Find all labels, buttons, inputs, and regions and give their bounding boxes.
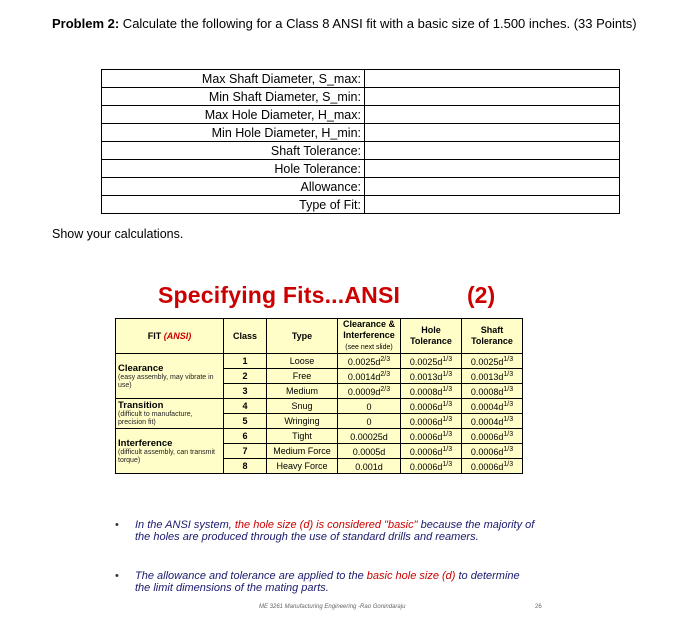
- bullet-dot: •: [115, 570, 119, 582]
- answer-label: Max Shaft Diameter, S_max:: [102, 70, 365, 88]
- answer-value-cell[interactable]: [365, 124, 620, 142]
- answer-value-cell[interactable]: [365, 142, 620, 160]
- fit-table: [115, 318, 523, 474]
- fit-hole-tol-cell: $0.0006d^{1/3}$: [401, 444, 462, 459]
- fit-row: [116, 399, 523, 414]
- fit-type-cell: Loose: [267, 354, 338, 369]
- fit-class-cell: 1: [224, 354, 267, 369]
- fit-class-cell: 4: [224, 399, 267, 414]
- fit-clearance-cell: 0.0005d: [338, 444, 401, 459]
- header-fit: FIT (ANSI): [116, 319, 224, 354]
- answer-label: Min Hole Diameter, H_min:: [102, 124, 365, 142]
- answer-value-cell[interactable]: [365, 178, 620, 196]
- answer-value-cell[interactable]: [365, 88, 620, 106]
- answer-row: [102, 178, 620, 196]
- answer-value-cell[interactable]: [365, 160, 620, 178]
- problem-text: Calculate the following for a Class 8 ANSI fit with a basic size of 1.500 inches. (33 Points): [119, 16, 637, 31]
- answer-row: [102, 142, 620, 160]
- fit-type-cell: Wringing: [267, 414, 338, 429]
- slide-title: Specifying Fits...ANSI: [158, 282, 401, 308]
- fit-group-cell: [116, 399, 224, 429]
- show-calculations: Show your calculations.: [52, 227, 184, 241]
- fit-hole-tol-cell: $0.0013d^{1/3}$: [401, 369, 462, 384]
- fit-clearance-cell: $0.0014d^{2/3}$: [338, 369, 401, 384]
- answer-row: [102, 196, 620, 214]
- fit-hole-tol-cell: $0.0006d^{1/3}$: [401, 459, 462, 474]
- fit-group-note: (difficult assembly, can transmit torque): [118, 448, 215, 464]
- fit-clearance-cell: 0.001d: [338, 459, 401, 474]
- fit-type-cell: Snug: [267, 399, 338, 414]
- fit-class-cell: 6: [224, 429, 267, 444]
- fit-class-cell: 8: [224, 459, 267, 474]
- bullet-hole-basic: • In the ANSI system, the hole size (d) is considered "basic" because the majority of the holes are produced through the use of standard drills and reamers.: [115, 519, 535, 543]
- fit-group-note: (easy assembly, may vibrate in use): [118, 373, 214, 389]
- fit-hole-tol-cell: $0.0006d^{1/3}$: [401, 399, 462, 414]
- slide-image: [111, 282, 551, 627]
- fit-shaft-tol-cell: $0.0004d^{1/3}$: [462, 399, 523, 414]
- answer-label: Allowance:: [102, 178, 365, 196]
- fit-type-cell: Medium Force: [267, 444, 338, 459]
- fit-group-cell: [116, 354, 224, 399]
- fit-group-name: Transition: [118, 400, 164, 411]
- fit-shaft-tol-cell: $0.0008d^{1/3}$: [462, 384, 523, 399]
- fit-type-cell: Heavy Force: [267, 459, 338, 474]
- fit-class-cell: 7: [224, 444, 267, 459]
- answer-value-cell[interactable]: [365, 106, 620, 124]
- fit-hole-tol-cell: $0.0025d^{1/3}$: [401, 354, 462, 369]
- fit-type-cell: Tight: [267, 429, 338, 444]
- answer-row: [102, 124, 620, 142]
- fit-clearance-cell: $0.0009d^{2/3}$: [338, 384, 401, 399]
- fit-shaft-tol-cell: $0.0013d^{1/3}$: [462, 369, 523, 384]
- fit-shaft-tol-cell: $0.0025d^{1/3}$: [462, 354, 523, 369]
- fit-class-cell: 2: [224, 369, 267, 384]
- answer-label: Min Shaft Diameter, S_min:: [102, 88, 365, 106]
- header-shaft-tolerance: Shaft Tolerance: [462, 319, 523, 354]
- fit-shaft-tol-cell: $0.0006d^{1/3}$: [462, 459, 523, 474]
- fit-hole-tol-cell: $0.0008d^{1/3}$: [401, 384, 462, 399]
- fit-type-cell: Free: [267, 369, 338, 384]
- answer-table: [101, 69, 620, 214]
- fit-shaft-tol-cell: $0.0006d^{1/3}$: [462, 444, 523, 459]
- fit-clearance-cell: 0: [338, 414, 401, 429]
- problem-statement: [52, 15, 692, 33]
- slide-number: (2): [467, 282, 496, 308]
- problem-label: Problem 2:: [52, 16, 120, 31]
- fit-hole-tol-cell: $0.0006d^{1/3}$: [401, 429, 462, 444]
- answer-row: [102, 70, 620, 88]
- answer-label: Hole Tolerance:: [102, 160, 365, 178]
- fit-group-name: Interference: [118, 437, 173, 449]
- fit-clearance-cell: $0.0025d^{2/3}$: [338, 354, 401, 369]
- slide-page-number: 26: [535, 604, 542, 610]
- fit-type-cell: Medium: [267, 384, 338, 399]
- header-hole-tolerance: Hole Tolerance: [401, 319, 462, 354]
- answer-row: [102, 160, 620, 178]
- fit-shaft-tol-cell: $0.0004d^{1/3}$: [462, 414, 523, 429]
- header-type: Type: [267, 319, 338, 354]
- fit-group-note: (difficult to manufacture, precision fit): [118, 411, 193, 426]
- bullet-allowance: • The allowance and tolerance are applied to the basic hole size (d) to determine the limit dimensions of the mating parts.: [115, 570, 520, 594]
- slide-footer: ME 3261 Manufacturing Engineering -Rao Gonindaraju: [259, 604, 406, 610]
- answer-value-cell[interactable]: [365, 70, 620, 88]
- answer-row: [102, 106, 620, 124]
- answer-label: Shaft Tolerance:: [102, 142, 365, 160]
- header-class: Class: [224, 319, 267, 354]
- answer-label: Type of Fit:: [102, 196, 365, 214]
- header-clearance: Clearance & Interference (see next slide): [338, 319, 401, 354]
- fit-row: [116, 429, 523, 444]
- fit-group-cell: [116, 429, 224, 474]
- fit-hole-tol-cell: $0.0006d^{1/3}$: [401, 414, 462, 429]
- fit-row: [116, 354, 523, 369]
- bullet-dot: •: [115, 519, 119, 531]
- fit-shaft-tol-cell: $0.0006d^{1/3}$: [462, 429, 523, 444]
- fit-class-cell: 5: [224, 414, 267, 429]
- answer-row: [102, 88, 620, 106]
- fit-class-cell: 3: [224, 384, 267, 399]
- fit-group-name: Clearance: [118, 362, 164, 374]
- fit-clearance-cell: 0: [338, 399, 401, 414]
- answer-label: Max Hole Diameter, H_max:: [102, 106, 365, 124]
- answer-value-cell[interactable]: [365, 196, 620, 214]
- fit-clearance-cell: 0.00025d: [338, 429, 401, 444]
